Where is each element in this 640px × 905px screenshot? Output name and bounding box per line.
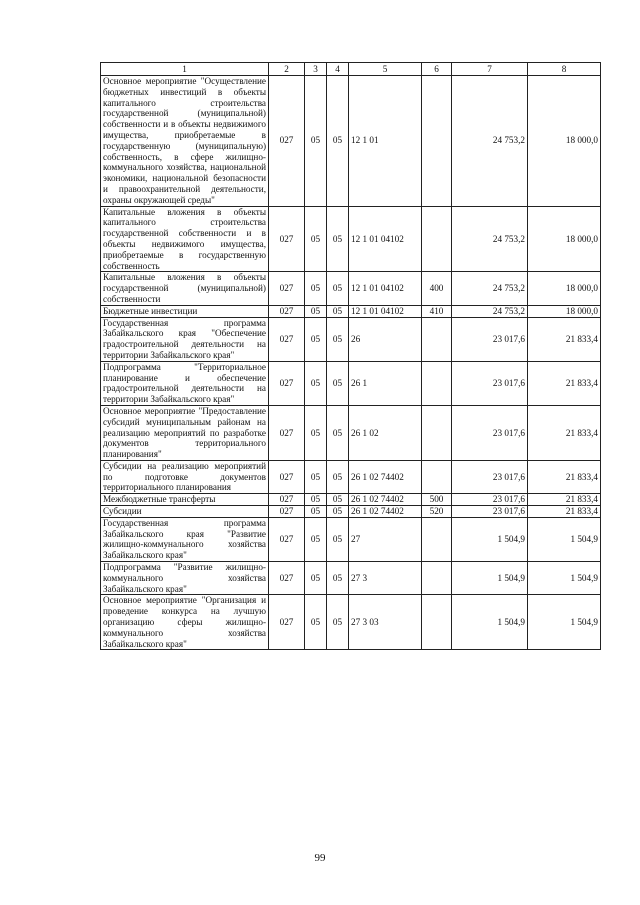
expense-type-cell xyxy=(422,206,452,272)
section-cell: 05 xyxy=(305,272,327,305)
admin-code-cell: 027 xyxy=(269,506,305,518)
row-name-cell: Государственная программа Забайкальского края "Развитие жилищно-коммунального хозяйства Забайкальского края" xyxy=(101,517,269,561)
target-article-cell: 26 1 02 74402 xyxy=(349,506,422,518)
amount-year2-cell: 21 833,4 xyxy=(528,494,601,506)
target-article-cell: 26 1 02 xyxy=(349,405,422,460)
subsection-cell: 05 xyxy=(327,494,349,506)
subsection-cell: 05 xyxy=(327,506,349,518)
admin-code-cell: 027 xyxy=(269,517,305,561)
amount-year1-cell: 24 753,2 xyxy=(452,76,528,207)
row-name-cell: Межбюджетные трансферты xyxy=(101,494,269,506)
table-row xyxy=(101,562,601,595)
target-article-cell: 12 1 01 xyxy=(349,76,422,207)
amount-year2-cell: 21 833,4 xyxy=(528,460,601,493)
subsection-cell: 05 xyxy=(327,405,349,460)
admin-code-cell: 027 xyxy=(269,405,305,460)
admin-code-cell: 027 xyxy=(269,460,305,493)
amount-year1-cell: 23 017,6 xyxy=(452,494,528,506)
table-row xyxy=(101,494,601,506)
section-cell: 05 xyxy=(305,595,327,650)
amount-year1-cell: 1 504,9 xyxy=(452,595,528,650)
target-article-cell: 27 xyxy=(349,517,422,561)
subsection-cell: 05 xyxy=(327,517,349,561)
row-name-cell: Подпрограмма "Развитие жилищно-коммунального хозяйства Забайкальского края" xyxy=(101,562,269,595)
section-cell: 05 xyxy=(305,361,327,405)
row-name-cell: Государственная программа Забайкальского края "Обеспечение градостроительной деятельности на территории Забайкальского края" xyxy=(101,317,269,361)
amount-year1-cell: 23 017,6 xyxy=(452,405,528,460)
section-cell: 05 xyxy=(305,317,327,361)
column-header: 5 xyxy=(349,63,422,76)
subsection-cell: 05 xyxy=(327,272,349,305)
amount-year2-cell: 18 000,0 xyxy=(528,305,601,317)
row-name-cell: Основное мероприятие "Осуществление бюджетных инвестиций в объекты капитального строительства государственной (муниципальной) собственности и в объекты недвижимого имущества, приобретаемые в государственную (муниципальную) собственность, в сфере жилищно-коммунального хозяйства, национальной экономики, национальной безопасности и правоохранительной деятельности, охраны окружающей среды" xyxy=(101,76,269,207)
target-article-cell: 26 xyxy=(349,317,422,361)
expense-type-cell xyxy=(422,317,452,361)
admin-code-cell: 027 xyxy=(269,562,305,595)
admin-code-cell: 027 xyxy=(269,76,305,207)
amount-year2-cell: 18 000,0 xyxy=(528,76,601,207)
subsection-cell: 05 xyxy=(327,460,349,493)
amount-year1-cell: 24 753,2 xyxy=(452,206,528,272)
subsection-cell: 05 xyxy=(327,562,349,595)
expense-type-cell: 410 xyxy=(422,305,452,317)
target-article-cell: 26 1 xyxy=(349,361,422,405)
amount-year1-cell: 23 017,6 xyxy=(452,460,528,493)
amount-year2-cell: 18 000,0 xyxy=(528,206,601,272)
row-name-cell: Субсидии на реализацию мероприятий по подготовке документов территориального планирования xyxy=(101,460,269,493)
admin-code-cell: 027 xyxy=(269,494,305,506)
budget-table xyxy=(100,62,601,650)
expense-type-cell xyxy=(422,517,452,561)
amount-year1-cell: 23 017,6 xyxy=(452,317,528,361)
target-article-cell: 27 3 03 xyxy=(349,595,422,650)
row-name-cell: Основное мероприятие "Организация и проведение конкурса на лучшую организацию сферы жилищно-коммунального хозяйства Забайкальского края" xyxy=(101,595,269,650)
table-row xyxy=(101,76,601,207)
section-cell: 05 xyxy=(305,506,327,518)
amount-year1-cell: 24 753,2 xyxy=(452,305,528,317)
amount-year2-cell: 21 833,4 xyxy=(528,506,601,518)
column-header: 7 xyxy=(452,63,528,76)
amount-year2-cell: 21 833,4 xyxy=(528,317,601,361)
section-cell: 05 xyxy=(305,305,327,317)
target-article-cell: 27 3 xyxy=(349,562,422,595)
column-header: 2 xyxy=(269,63,305,76)
subsection-cell: 05 xyxy=(327,317,349,361)
expense-type-cell: 500 xyxy=(422,494,452,506)
section-cell: 05 xyxy=(305,460,327,493)
admin-code-cell: 027 xyxy=(269,595,305,650)
column-header: 6 xyxy=(422,63,452,76)
admin-code-cell: 027 xyxy=(269,305,305,317)
page-number: 99 xyxy=(314,852,326,864)
admin-code-cell: 027 xyxy=(269,361,305,405)
subsection-cell: 05 xyxy=(327,305,349,317)
target-article-cell: 26 1 02 74402 xyxy=(349,494,422,506)
table-row xyxy=(101,206,601,272)
table-row xyxy=(101,361,601,405)
table-row xyxy=(101,595,601,650)
amount-year2-cell: 1 504,9 xyxy=(528,562,601,595)
expense-type-cell: 520 xyxy=(422,506,452,518)
table-row xyxy=(101,272,601,305)
section-cell: 05 xyxy=(305,517,327,561)
row-name-cell: Основное мероприятие "Предоставление субсидий муниципальным районам на реализацию мероприятий по разработке документов территориального планирования" xyxy=(101,405,269,460)
amount-year1-cell: 1 504,9 xyxy=(452,517,528,561)
amount-year2-cell: 1 504,9 xyxy=(528,595,601,650)
table-row xyxy=(101,460,601,493)
target-article-cell: 26 1 02 74402 xyxy=(349,460,422,493)
row-name-cell: Подпрограмма "Территориальное планирование и обеспечение градостроительной деятельности на территории Забайкальского края" xyxy=(101,361,269,405)
subsection-cell: 05 xyxy=(327,76,349,207)
section-cell: 05 xyxy=(305,405,327,460)
subsection-cell: 05 xyxy=(327,206,349,272)
target-article-cell: 12 1 01 04102 xyxy=(349,305,422,317)
amount-year1-cell: 23 017,6 xyxy=(452,361,528,405)
expense-type-cell xyxy=(422,405,452,460)
amount-year2-cell: 21 833,4 xyxy=(528,405,601,460)
expense-type-cell xyxy=(422,76,452,207)
section-cell: 05 xyxy=(305,494,327,506)
amount-year2-cell: 18 000,0 xyxy=(528,272,601,305)
table-row xyxy=(101,317,601,361)
target-article-cell: 12 1 01 04102 xyxy=(349,206,422,272)
amount-year1-cell: 24 753,2 xyxy=(452,272,528,305)
table-row xyxy=(101,405,601,460)
amount-year2-cell: 1 504,9 xyxy=(528,517,601,561)
subsection-cell: 05 xyxy=(327,595,349,650)
expense-type-cell xyxy=(422,595,452,650)
section-cell: 05 xyxy=(305,76,327,207)
column-header: 3 xyxy=(305,63,327,76)
admin-code-cell: 027 xyxy=(269,206,305,272)
table-row xyxy=(101,517,601,561)
expense-type-cell xyxy=(422,460,452,493)
table-row xyxy=(101,305,601,317)
admin-code-cell: 027 xyxy=(269,317,305,361)
row-name-cell: Бюджетные инвестиции xyxy=(101,305,269,317)
amount-year2-cell: 21 833,4 xyxy=(528,361,601,405)
row-name-cell: Капитальные вложения в объекты государственной (муниципальной) собственности xyxy=(101,272,269,305)
column-header: 8 xyxy=(528,63,601,76)
subsection-cell: 05 xyxy=(327,361,349,405)
amount-year1-cell: 1 504,9 xyxy=(452,562,528,595)
column-header-row xyxy=(101,63,601,76)
column-header: 1 xyxy=(101,63,269,76)
table-row xyxy=(101,506,601,518)
section-cell: 05 xyxy=(305,562,327,595)
expense-type-cell xyxy=(422,562,452,595)
admin-code-cell: 027 xyxy=(269,272,305,305)
column-header: 4 xyxy=(327,63,349,76)
expense-type-cell xyxy=(422,361,452,405)
target-article-cell: 12 1 01 04102 xyxy=(349,272,422,305)
expense-type-cell: 400 xyxy=(422,272,452,305)
section-cell: 05 xyxy=(305,206,327,272)
amount-year1-cell: 23 017,6 xyxy=(452,506,528,518)
row-name-cell: Капитальные вложения в объекты капитального строительства государственной собственности и в объекты недвижимого имущества, приобретаемые в государственную собственность xyxy=(101,206,269,272)
row-name-cell: Субсидии xyxy=(101,506,269,518)
